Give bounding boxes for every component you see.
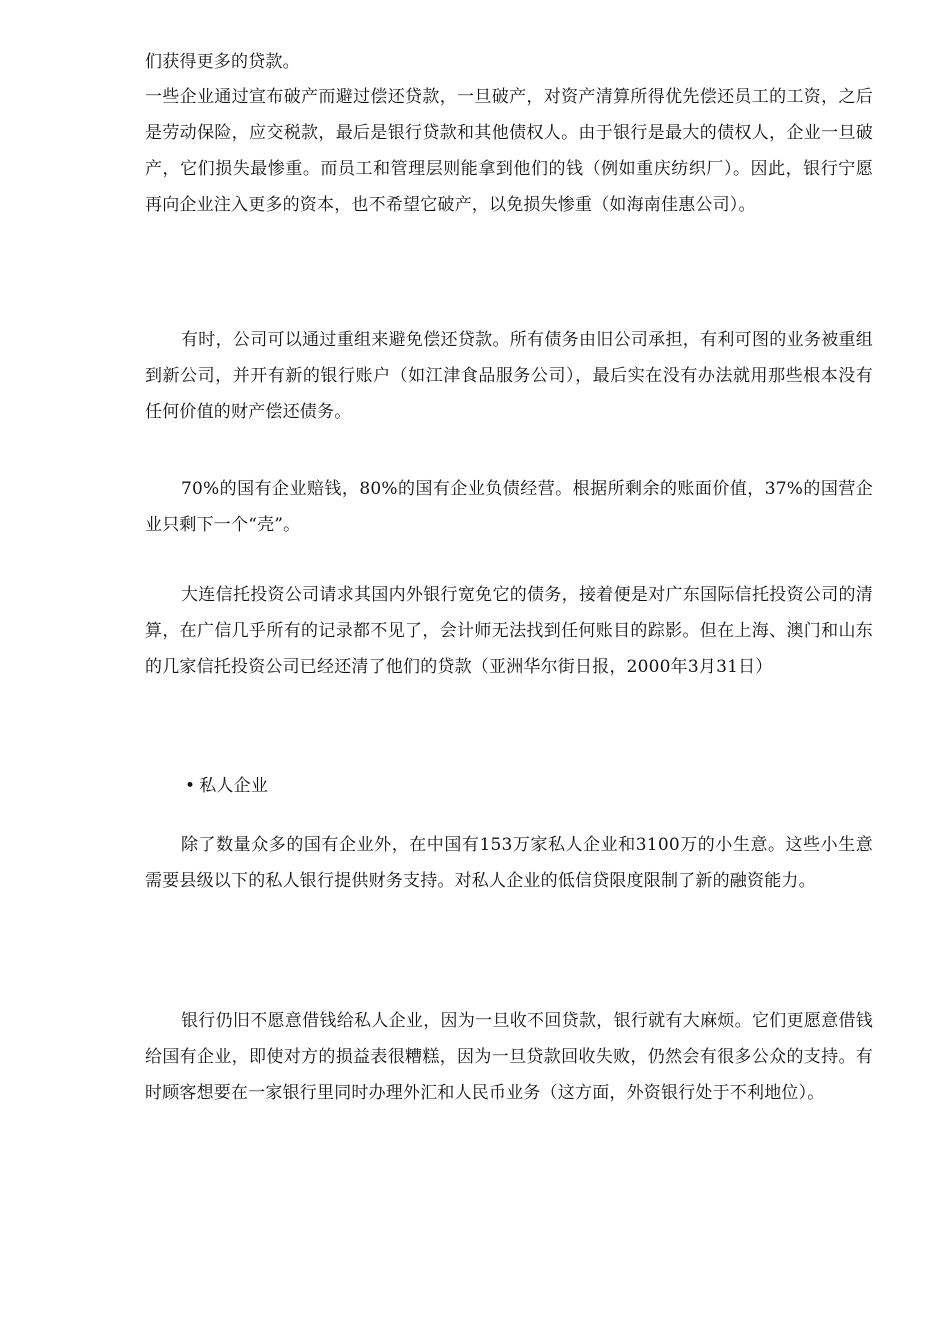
bullet-icon: • <box>185 776 196 796</box>
paragraph-bank-lending: 银行仍旧不愿意借钱给私人企业，因为一旦收不回贷款，银行就有大麻烦。它们更愿意借钱给国有企业，即使对方的损益表很糟糕，因为一旦贷款回收失败，仍然会有很多公众的支持。有时顾客想要在一家银行里同时办理外汇和人民币业务（这方面，外资银行处于不利地位）。 <box>145 1011 873 1103</box>
paragraph-restructuring: 有时，公司可以通过重组来避免偿还贷款。所有债务由旧公司承担，有利可图的业务被重组到新公司，并开有新的银行账户（如江津食品服务公司），最后实在没有办法就用那些根本没有任何价值的财产偿还债务。 <box>145 330 873 422</box>
section-heading-label: 私人企业 <box>199 776 269 796</box>
paragraph-state-enterprise-stats: 70%的国有企业赔钱，80%的国有企业负债经营。根据所剩余的账面价值，37%的国营企业只剩下一个“壳”。 <box>145 479 873 535</box>
paragraph-trust-companies: 大连信托投资公司请求其国内外银行宽免它的债务，接着便是对广东国际信托投资公司的清算，在广信几乎所有的记录都不见了，会计师无法找到任何账目的踪影。但在上海、澳门和山东的几家信托投资公司已经还清了他们的贷款（亚洲华尔街日报，2000年3月31日） <box>145 585 873 677</box>
section-heading-private-enterprises <box>145 768 873 804</box>
paragraph-bankruptcy: 一些企业通过宣布破产而避过偿还贷款，一旦破产，对资产清算所得优先偿还员工的工资，之后是劳动保险，应交税款，最后是银行贷款和其他债权人。由于银行是最大的债权人，企业一旦破产，它们损失最惨重。而员工和管理层则能拿到他们的钱（例如重庆纺织厂）。因此，银行宁愿再向企业注入更多的资本，也不希望它破产，以免损失惨重（如海南佳惠公司）。 <box>145 87 873 215</box>
paragraph-continuation: 们获得更多的贷款。 <box>145 52 300 72</box>
paragraph-private-enterprises: 除了数量众多的国有企业外，在中国有153万家私人企业和3100万的小生意。这些小生意需要县级以下的私人银行提供财务支持。对私人企业的低信贷限度限制了新的融资能力。 <box>145 835 873 891</box>
